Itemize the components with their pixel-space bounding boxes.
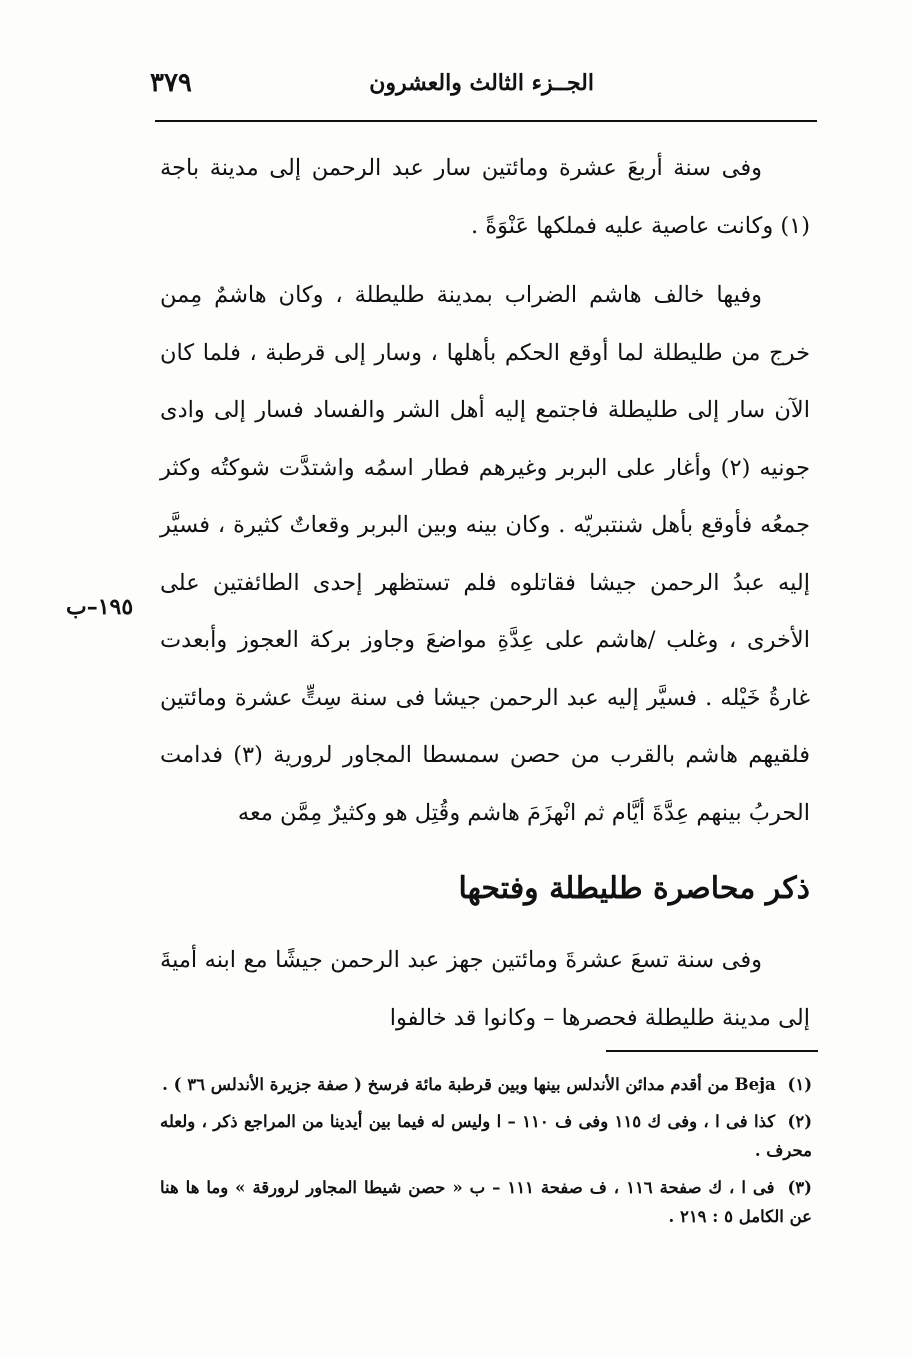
footnote-number: (٣) bbox=[787, 1178, 812, 1197]
footnotes bbox=[160, 1070, 812, 1239]
paragraph-2: وفيها خالف هاشم الضراب بمدينة طليطلة ، وكان هاشمٌ مِمن خرج من طليطلة لما أوقع الحكم بأهلها ، وسار إلى قرطبة ، فلما كان الآن سار إلى طليطلة فاجتمع إليه أهل الشر والفساد فسار إلى وادى جونيه (٢) وأغار على البربر وغيرهم فطار اسمُه واشتدَّت شوكتُه وكثر جمعُه فأوقع بأهل شنتبريّه . وكان بينه وبين البربر وقعاتٌ كثيرة ، فسيَّر إليه عبدُ الرحمن جيشا فقاتلوه فلم تستظهر إحدى الطائفتين على الأخرى ، وغلب /هاشم على عِدَّةِ مواضعَ وجاوز بركة العجوز وأبعدت غارةُ خَيْله . فسيَّر إليه عبد الرحمن جيشا فى سنة سِتٍّ عشرة ومائتين فلقيهم هاشم بالقرب من حصن سمسطا المجاور لرورية (٣) فدامت الحربُ بينهم عِدَّةَ أيَّام ثم انْهزَمَ هاشم وقُتِل هو وكثيرٌ مِمَّن معه bbox=[160, 282, 810, 826]
footnote-1 bbox=[160, 1070, 812, 1099]
page-number: ٣٧٩ bbox=[150, 68, 192, 98]
body-text bbox=[160, 140, 810, 1047]
footnote-2 bbox=[160, 1107, 812, 1165]
footnote-text: Beja من أقدم مدائن الأندلس بينها وبين قرطبة مائة فرسخ ( صفة جزيرة الأندلس ٣٦ ) . bbox=[162, 1075, 776, 1094]
section-paragraph: وفى سنة تسعَ عشرةَ ومائتين جهز عبد الرحمن جيشًا مع ابنه أميةَ إلى مدينة طليطلة فحصرها – وكانوا قد خالفوا bbox=[160, 947, 810, 1031]
paragraph-1: وفى سنة أربعَ عشرة ومائتين سار عبد الرحمن إلى مدينة باجة (١) وكانت عاصية عليه فملكها عَنْوَةً . bbox=[160, 155, 810, 239]
section-heading: ذكر محاصرة طليطلة وفتحها bbox=[458, 871, 810, 906]
manuscript-folio-note: ١٩٥–ب bbox=[66, 594, 134, 620]
footnote-text: كذا فى ا ، وفى ك ١١٥ وفى ف ١١٠ – ا وليس له فيما بين أيدينا من المراجع ذكر ، ولعله محرف . bbox=[160, 1112, 812, 1160]
footnote-number: (٢) bbox=[787, 1112, 812, 1131]
footnote-rule bbox=[606, 1050, 818, 1052]
footnote-number: (١) bbox=[787, 1075, 812, 1094]
running-head bbox=[150, 62, 814, 110]
footnote-text: فى ا ، ك صفحة ١١٦ ، ف صفحة ١١١ – ب « حصن شيطا المجاور لرورقة » وما ها هنا عن الكامل ٥ : ٢١٩ . bbox=[160, 1178, 812, 1226]
footnote-3 bbox=[160, 1173, 812, 1231]
header-rule bbox=[155, 120, 817, 122]
running-title: الجــزء الثالث والعشرون bbox=[369, 70, 594, 96]
